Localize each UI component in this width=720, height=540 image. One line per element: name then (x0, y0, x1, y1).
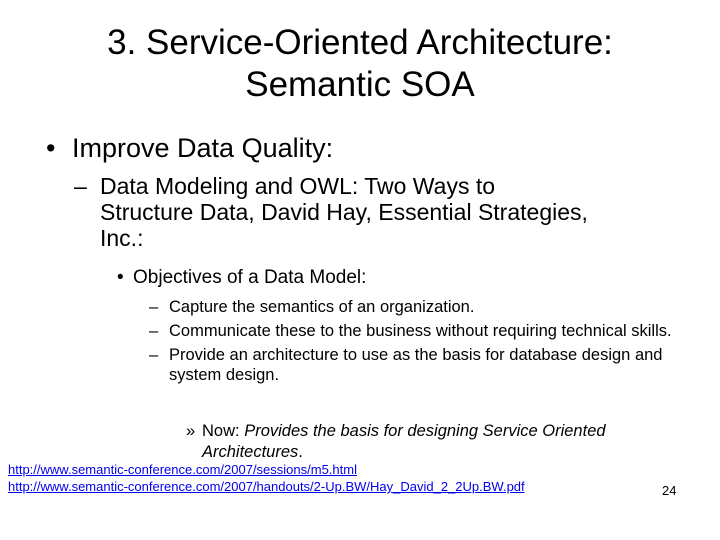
reference-link-sessions[interactable]: http://www.semantic-conference.com/2007/sessions/m5.html (8, 462, 357, 477)
bullet-level-2-text: Data Modeling and OWL: Two Ways to Structure Data, David Hay, Essential Strategies, Inc.: (100, 173, 588, 251)
reference-links (8, 461, 525, 495)
period-suffix: . (298, 443, 303, 461)
slide-title-line-1: 3. Service-Oriented Architecture: (107, 23, 613, 62)
list-item-text: Capture the semantics of an organization. (169, 298, 475, 316)
dash-marker: – (149, 298, 159, 316)
bullet-level-5 (186, 421, 666, 463)
list-item-text: Communicate these to the business without requiring technical skills. (169, 322, 672, 340)
dash-marker: – (149, 346, 159, 364)
dash-marker: – (149, 322, 159, 340)
now-prefix: Now: (202, 422, 245, 440)
slide-title (0, 22, 720, 106)
slide-title-line-2: Semantic SOA (245, 65, 475, 104)
bullet-level-1-text: Improve Data Quality: (72, 133, 334, 163)
bullet-level-3 (117, 266, 366, 290)
bullet-level-1 (46, 132, 333, 165)
list-item (149, 321, 679, 341)
reference-link-handout[interactable]: http://www.semantic-conference.com/2007/handouts/2-Up.BW/Hay_David_2_2Up.BW.pdf (8, 479, 525, 494)
bullet-level-2 (74, 173, 594, 251)
chevron-marker: » (186, 422, 196, 440)
page-number: 24 (662, 483, 677, 498)
bullet-level-5-text (202, 421, 666, 463)
list-item (149, 297, 679, 317)
dash-marker: – (74, 173, 87, 199)
bullet-level-3-text: Objectives of a Data Model: (133, 267, 367, 288)
list-item-text: Provide an architecture to use as the basis for database design and system design. (169, 346, 663, 384)
bullet-marker: • (117, 267, 124, 288)
objectives-list (149, 297, 679, 389)
bullet-marker: • (46, 133, 56, 163)
soa-italic-text: Provides the basis for designing Service Oriented Architectures (202, 422, 606, 461)
list-item (149, 345, 679, 385)
